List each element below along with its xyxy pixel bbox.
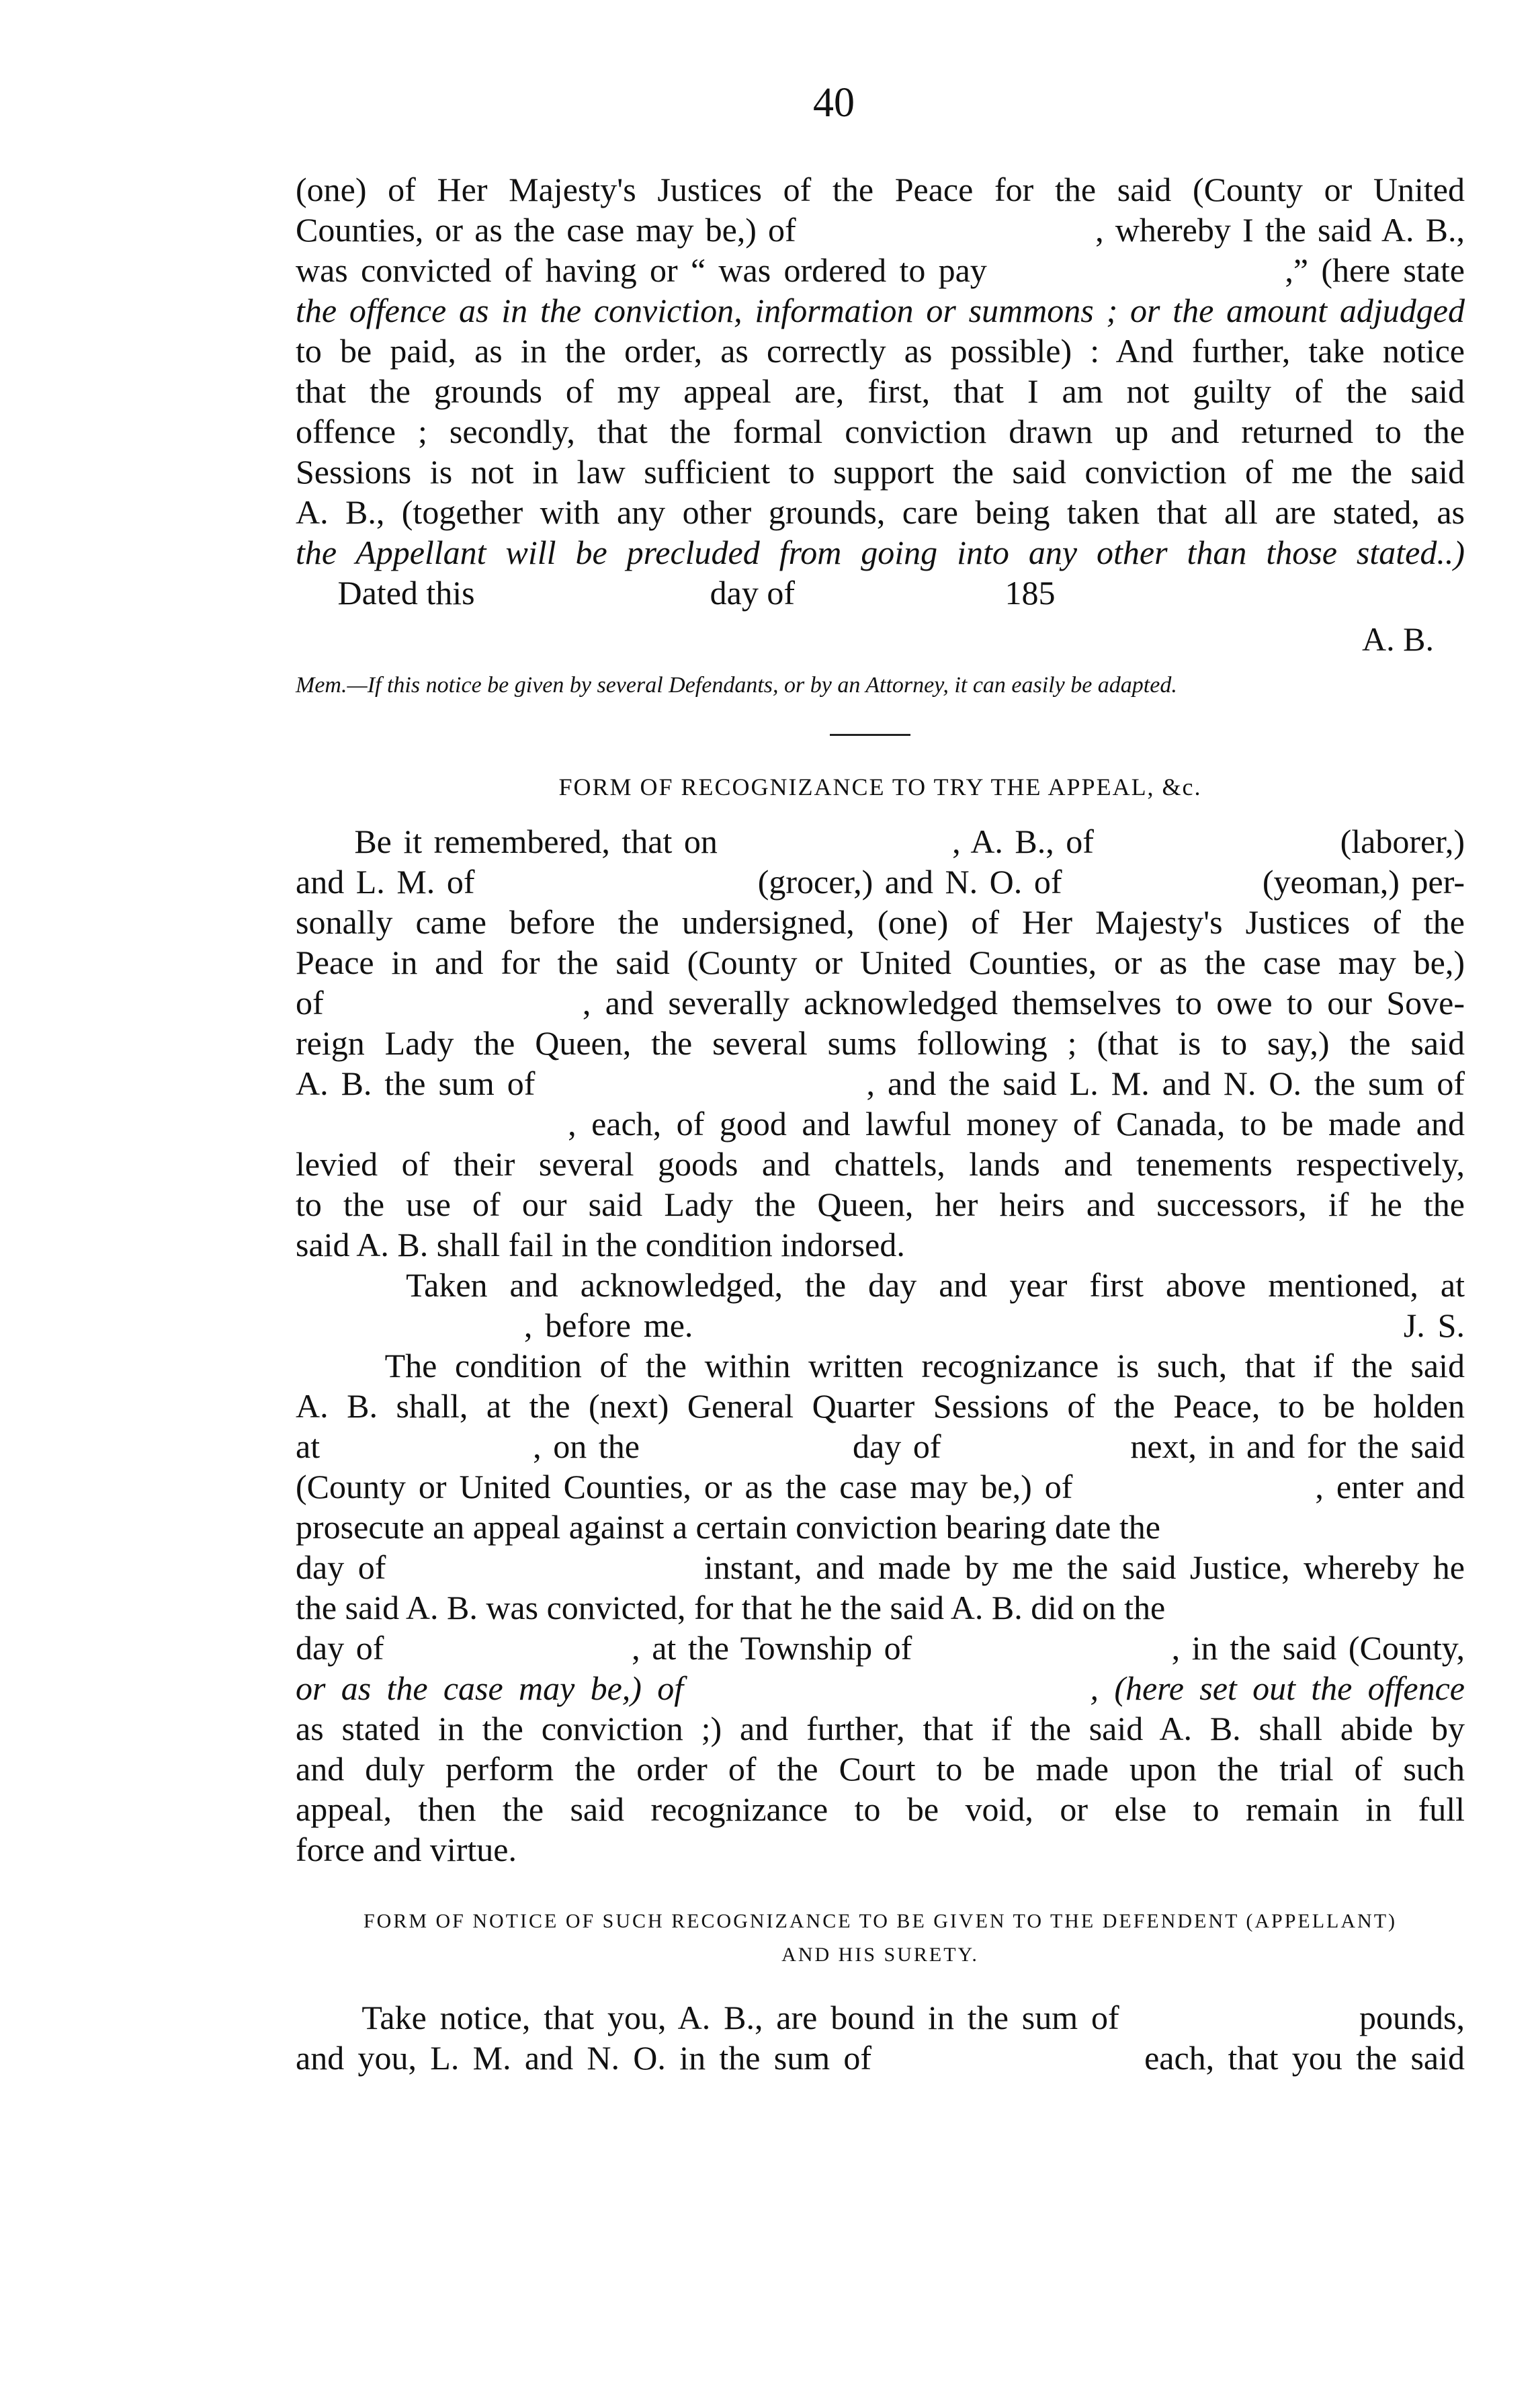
text-line: Take notice, that you, A. B., are bound in the sum of pounds,: [296, 1999, 1465, 2036]
signature-ab: A. B.: [1362, 620, 1434, 658]
text-line: to the use of our said Lady the Queen, her heirs and successors, if he the: [296, 1186, 1465, 1223]
text-line: appeal, then the said recognizance to be void, or else to remain in full: [296, 1790, 1465, 1828]
text-line: (County or United Counties, or as the case may be,) of , enter and: [296, 1468, 1465, 1505]
text-line: of , and severally acknowledged themselves to owe to our Sove-: [296, 984, 1465, 1022]
page-number: 40: [813, 80, 855, 126]
text-line: , before me. J. S.: [296, 1306, 1465, 1344]
text-line: day of , at the Township of , in the said (County,: [296, 1629, 1465, 1667]
memo-note: Mem.—If this notice be given by several Defendants, or by an Attorney, it can easily be adapted.: [296, 673, 1177, 698]
text-line: or as the case may be,) of , (here set out the offence: [296, 1669, 1465, 1707]
section-heading-recognizance: FORM OF RECOGNIZANCE TO TRY THE APPEAL, &c.: [558, 774, 1202, 800]
text-line: as stated in the conviction ;) and further, that if the said A. B. shall abide by: [296, 1710, 1465, 1747]
text-line: and duly perform the order of the Court to be made upon the trial of such: [296, 1750, 1465, 1788]
text-line: the offence as in the conviction, information or summons ; or the amount adjudged: [296, 292, 1465, 329]
text-line: offence ; secondly, that the formal conviction drawn up and returned to the: [296, 413, 1465, 450]
text-line: force and virtue.: [296, 1831, 517, 1868]
text-line: The condition of the within written recognizance is such, that if the said: [296, 1347, 1465, 1384]
text-line: A. B. shall, at the (next) General Quarter Sessions of the Peace, to be holden: [296, 1387, 1465, 1425]
text-line: that the grounds of my appeal are, first, that I am not guilty of the said: [296, 372, 1465, 410]
text-line: Counties, or as the case may be,) of , whereby I the said A. B.,: [296, 211, 1465, 249]
text-line: reign Lady the Queen, the several sums following ; (that is to say,) the said: [296, 1024, 1465, 1062]
text-line: A. B., (together with any other grounds, care being taken that all are stated, as: [296, 493, 1465, 531]
text-line: Taken and acknowledged, the day and year first above mentioned, at: [296, 1266, 1465, 1304]
text-line: at , on the day of next, in and for the said: [296, 1427, 1465, 1465]
text-line: , each, of good and lawful money of Canada, to be made and: [296, 1105, 1465, 1143]
text-line: was convicted of having or “ was ordered to pay ,” (here state: [296, 251, 1465, 289]
text-line: sonally came before the undersigned, (one) of Her Majesty's Justices of the: [296, 903, 1465, 941]
section-heading-notice: FORM OF NOTICE OF SUCH RECOGNIZANCE TO BE GIVEN TO THE DEFENDENT (APPELLANT): [363, 1910, 1398, 1932]
text-line: prosecute an appeal against a certain conviction bearing date the: [296, 1508, 1160, 1546]
text-line: Be it remembered, that on , A. B., of (laborer,): [296, 823, 1465, 860]
text-line: the said A. B. was convicted, for that he the said A. B. did on the: [296, 1589, 1166, 1626]
text-line: and you, L. M. and N. O. in the sum of each, that you the said: [296, 2039, 1465, 2077]
text-line: (one) of Her Majesty's Justices of the Peace for the said (County or United: [296, 171, 1465, 208]
text-line: A. B. the sum of , and the said L. M. and N. O. the sum of: [296, 1065, 1465, 1102]
text-line: said A. B. shall fail in the condition indorsed.: [296, 1226, 905, 1263]
dated-line: Dated this day of 185: [296, 574, 1056, 612]
text-line: Peace in and for the said (County or United Counties, or as the case may be,): [296, 944, 1465, 981]
text-line: day of instant, and made by me the said Justice, whereby he: [296, 1548, 1465, 1586]
text-line: the Appellant will be precluded from going into any other than those stated..): [296, 534, 1465, 571]
divider: [830, 734, 910, 736]
text-line: and L. M. of (grocer,) and N. O. of (yeoman,) per-: [296, 863, 1465, 901]
text-line: to be paid, as in the order, as correctly as possible) : And further, take notice: [296, 332, 1465, 370]
text-line: levied of their several goods and chattels, lands and tenements respectively,: [296, 1145, 1465, 1183]
text-line: Sessions is not in law sufficient to support the said conviction of me the said: [296, 453, 1465, 491]
section-heading-notice-line2: AND HIS SURETY.: [781, 1944, 979, 1966]
